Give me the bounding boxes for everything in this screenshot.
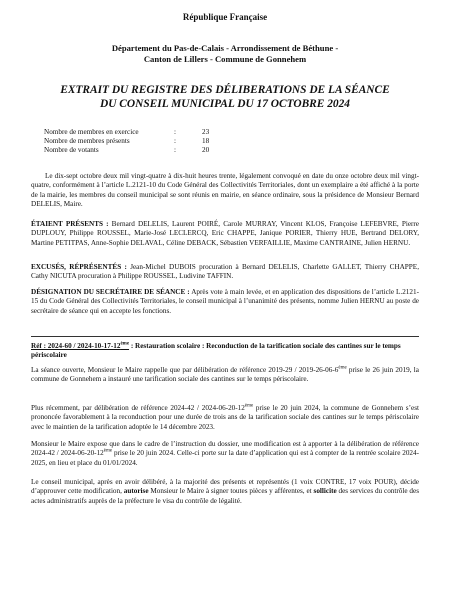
count-value: 23 (202, 128, 210, 136)
paragraph-text: des services du contrôle des actes administratifs auprès de la préfecture le visa du contrôle de légalité. (31, 487, 419, 505)
emphasis-authorise: autorise (123, 487, 149, 496)
count-label: Nombre de membres en exercice (44, 128, 139, 136)
deliberation-heading (31, 342, 419, 361)
present-label: ÉTAIENT PRÉSENTS : (31, 220, 109, 228)
count-row (44, 128, 222, 137)
paragraph-text: La séance ouverte, Monsieur le Maire rappelle que par délibération de référence 2019-29 / 2019-26-06-6 (31, 366, 339, 374)
member-counts (44, 128, 222, 155)
paragraph-renewal (31, 404, 419, 432)
count-separator: : (174, 128, 176, 136)
count-label: Nombre de membres présents (44, 137, 130, 145)
title-line-2: DU CONSEIL MUNICIPAL DU 17 OCTOBRE 2024 (100, 98, 350, 110)
emphasis-sollicite: sollicite (313, 487, 337, 496)
excused-paragraph (31, 263, 419, 282)
secretary-text: Après vote à main levée, et en application des dispositions de l’article L.2121-15 du Code Général des Collectivités Territoriales, le conseil municipal à l’unanimité des présents, nomme Julien HERNU au poste de secrétaire de séance qui en accepte les fonctions. (31, 288, 419, 315)
present-paragraph (31, 220, 419, 248)
ordinal-suffix: ème (244, 403, 254, 409)
deliberation-reference-text: Réf : 2024-60 / 2024-10-17-12 (31, 342, 121, 350)
count-value: 18 (202, 137, 210, 145)
excused-list: Jean-Michel DUBOIS procuration à Bernard DELELIS, Charlette GALLET, Thierry CHAPPE, Cathy NICUTA procuration à Philippe ROUSSEL, Ludivine TAFFIN. (31, 263, 419, 281)
count-row (44, 137, 222, 146)
paragraph-text: Le conseil municipal, après en avoir délibéré, à la majorité des présents et représentés (1 voix CONTRE, 17 voix POUR), décide d’approuver cette modification, (31, 478, 419, 496)
jurisdiction-line-1: Département du Pas-de-Calais - Arrondissement de Béthune - (111, 43, 339, 53)
excused-label: EXCUSÉS, RÉPRÉSENTÉS : (31, 263, 127, 271)
count-label: Nombre de votants (44, 146, 99, 154)
republic-heading: République Française (182, 12, 268, 22)
deliberation-reference (31, 342, 129, 350)
secretary-paragraph (31, 288, 419, 316)
paragraph-text: Monsieur le Maire expose que dans le cadre de l’instruction du dossier, une modification est à apporter à la délibération de référence 2024-42 / 2024-06-20-12 (31, 440, 419, 458)
document-title (30, 83, 420, 111)
count-value: 20 (202, 146, 210, 154)
paragraph-text: prise le 20 juin 2024. Celle-ci porte sur la date d’application qui est à compter de la rentrée scolaire 2024-2025, en lieu et place du 01/01/2024. (31, 449, 419, 467)
jurisdiction-line-2: Canton de Lillers - Commune de Gonnehem (143, 54, 307, 64)
count-separator: : (174, 146, 176, 154)
count-separator: : (174, 137, 176, 145)
paragraph-decision (31, 478, 419, 506)
intro-paragraph: Le dix-sept octobre deux mil vingt-quatre à dix-huit heures trente, légalement convoqué en date du onze octobre deux mil vingt-quatre, conformément à l’article L.2121-10 du Code Général des Collectivités Territoriales, dont un exemplaire a été affiché à la porte de la mairie, les membres du conseil municipal se sont réunis en mairie, en séance ordinaire, sous la présidence de Monsieur Bernard DELELIS, Maire. (31, 172, 419, 208)
paragraph-text: Monsieur le Maire à signer toutes pièces y afférentes, et (148, 487, 314, 496)
paragraph-text: prise le 26 juin 2019, la commune de Gonnehem a instauré une tarification sociale des cantines sur le temps périscolaire. (31, 366, 419, 384)
deliberation-reference-suffix: ème (120, 341, 130, 347)
jurisdiction-heading (60, 43, 390, 65)
section-divider (31, 336, 419, 337)
paragraph-text: Plus récemment, par délibération de référence 2024-42 / 2024-06-20-12 (31, 404, 245, 412)
deliberation-title: : Restauration scolaire : Reconduction de la tarification sociale des cantines sur le temps périscolaire (31, 342, 401, 360)
present-list: Bernard DELELIS, Laurent POIRÉ, Carole MURRAY, Vincent KLOS, Françoise LEFEBVRE, Pierre DUPLOUY, Philippe ROUSSEL, Marie-José LECLERCQ, Eric CHAPPE, Janique PORIER, Thierry HUE, Bertrand DELORY, Martine PETITPAS, Anne-Sophie DELAVAL, Céline DEBACK, Sébastien VERFAILLIE, Maxime CANTRAINE, Julien HERNU. (31, 220, 419, 247)
paragraph-history (31, 366, 419, 385)
secretary-label: DÉSIGNATION DU SECRÉTAIRE DE SÉANCE : (31, 288, 190, 296)
ordinal-suffix: ème (103, 448, 113, 454)
title-line-1: EXTRAIT DU REGISTRE DES DÉLIBERATIONS DE LA SÉANCE (60, 84, 390, 96)
paragraph-modification (31, 440, 419, 468)
count-row (44, 146, 222, 155)
paragraph-text: prise le 20 juin 2024, la commune de Gonnehem s’est prononcée favorablement à la reconduction pour une durée de trois ans de la tarification sociale des cantines sur le temps périscolaire avec le maintien de la tarification adoptée le 14 décembre 2023. (31, 404, 419, 431)
ordinal-suffix: ème (338, 365, 347, 371)
